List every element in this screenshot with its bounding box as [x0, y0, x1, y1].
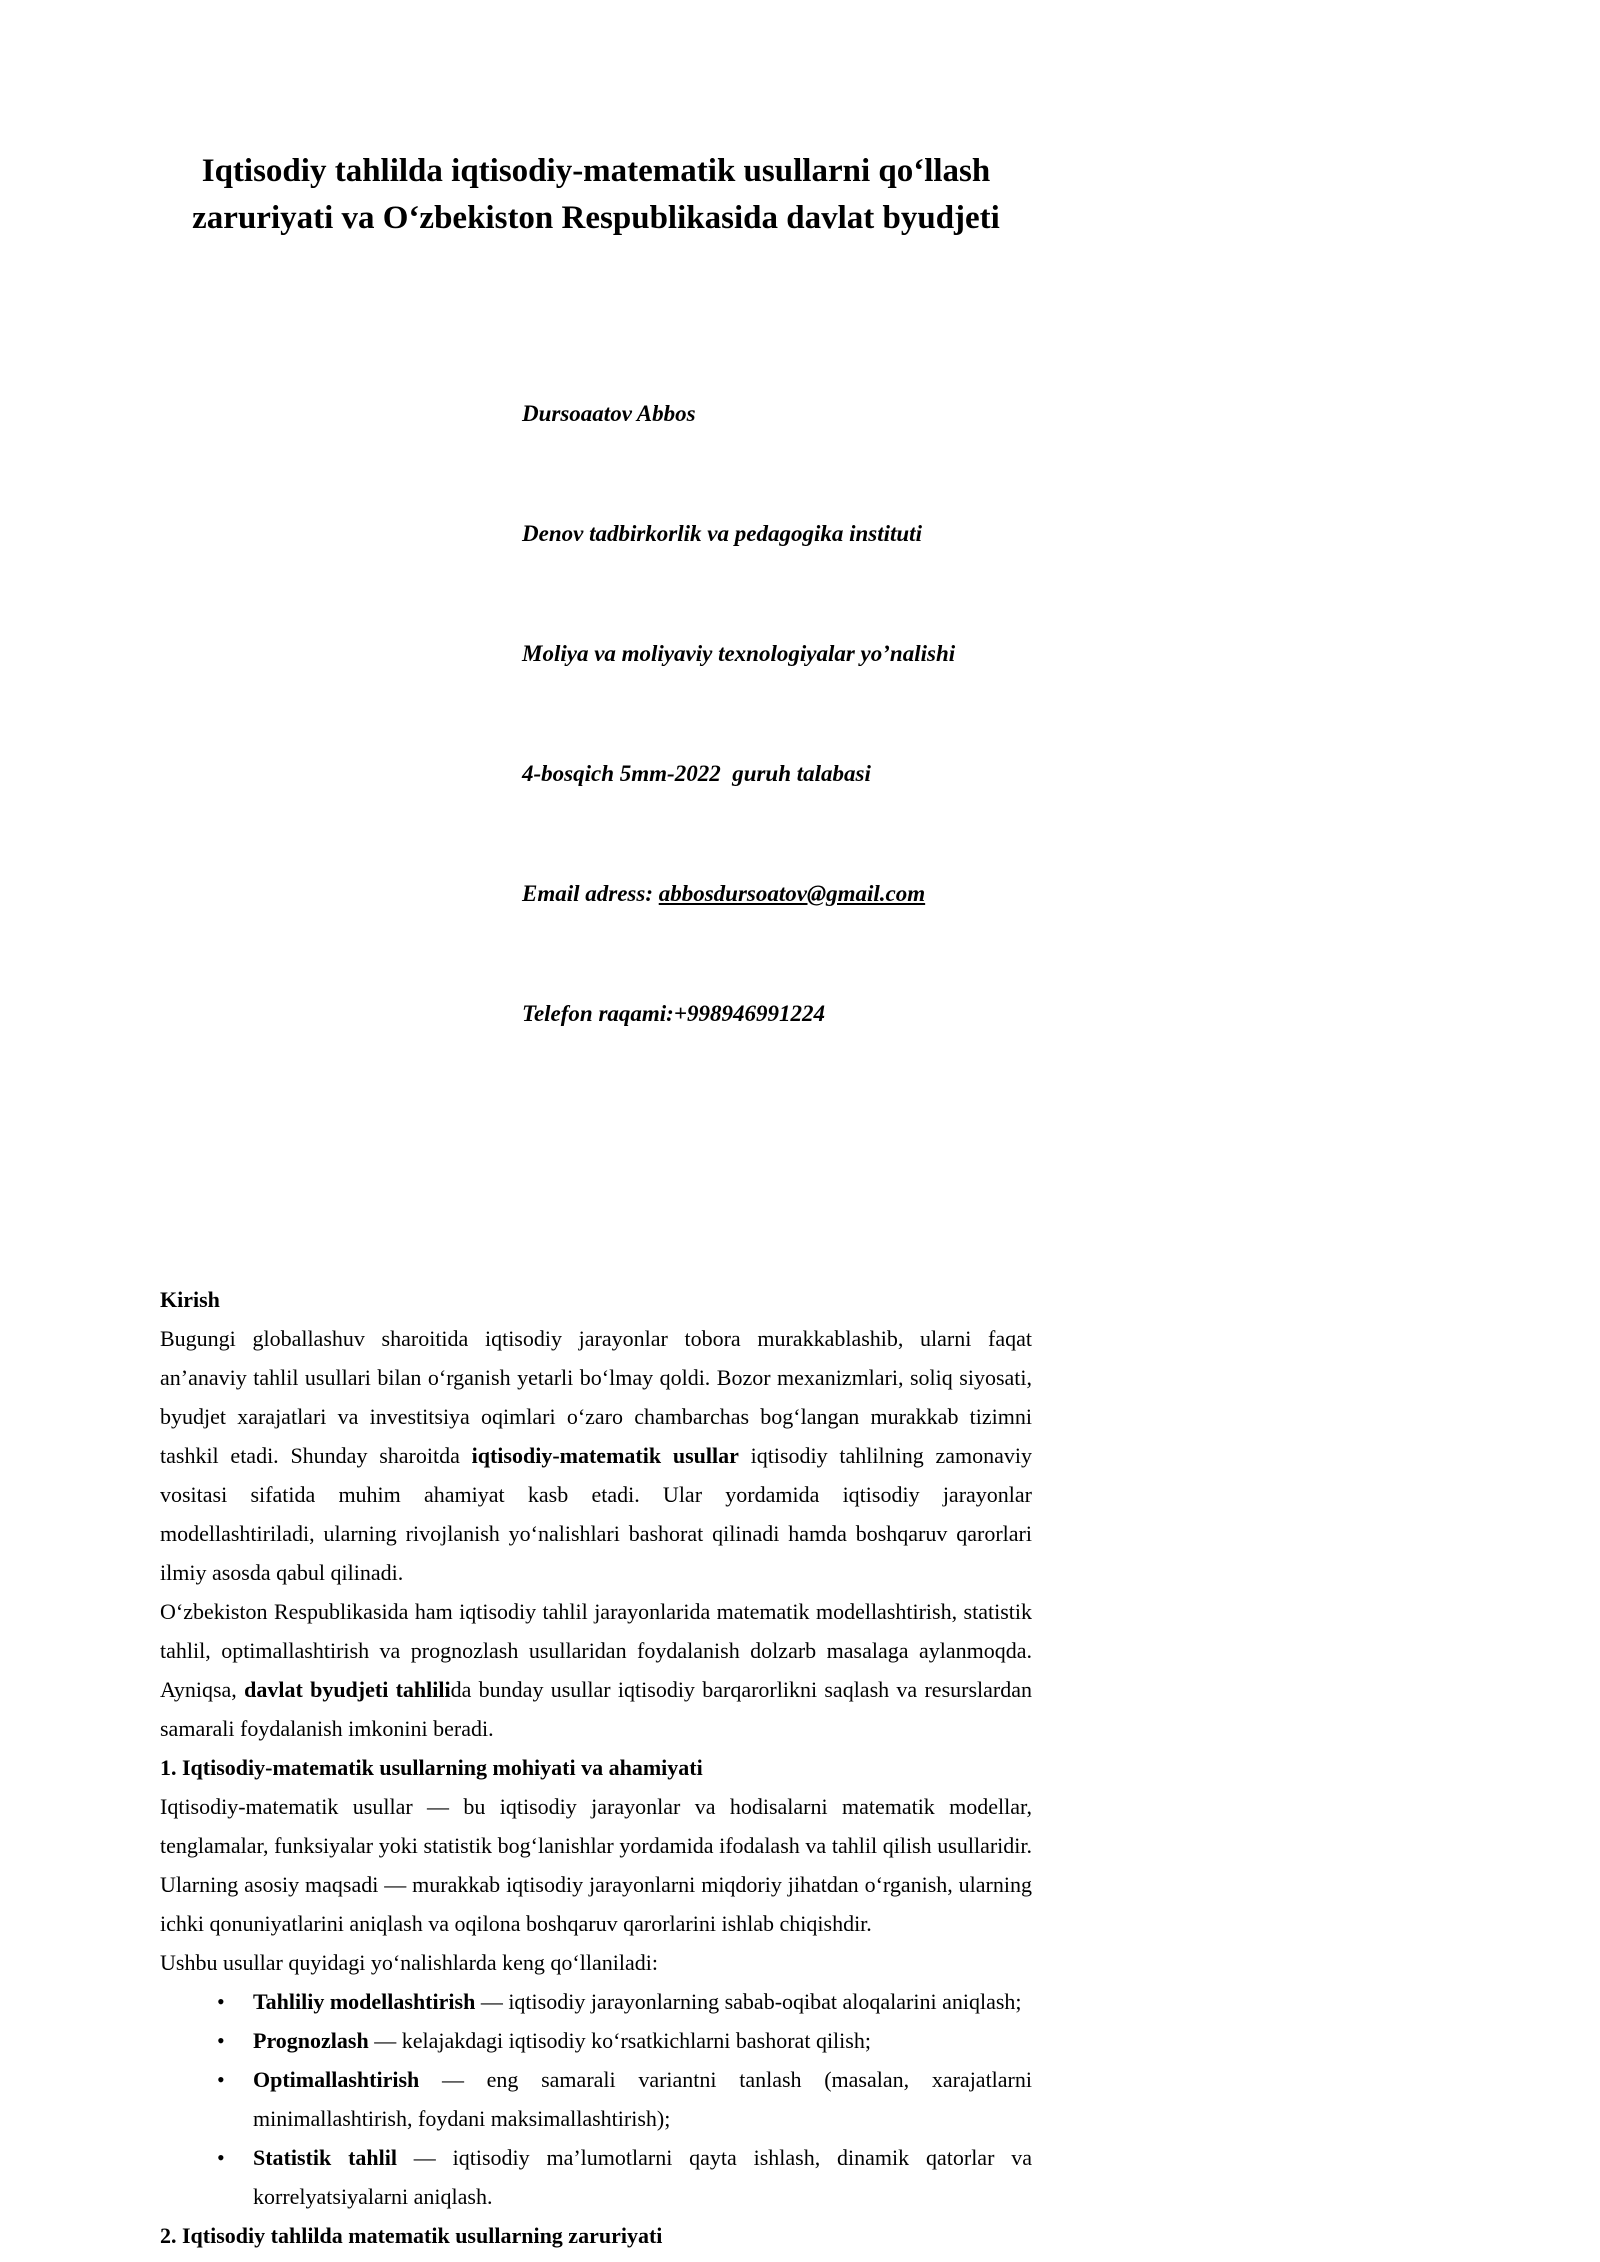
list-item-prognozlash — [160, 2021, 1032, 2060]
text-run: — kelajakdagi iqtisodiy ko‘rsatkichlarni bashorat qilish; — [368, 2027, 871, 2053]
bullet-lead: Tahliliy modellashtirish — [253, 1988, 476, 2014]
email-label: Email adress: — [522, 880, 659, 906]
paragraph-section1-2: Ushbu usullar quyidagi yo‘nalishlarda keng qo‘llaniladi: — [160, 1949, 658, 1975]
text-run: da bunday usullar iqtisodiy barqarorlikni saqlash va resurslardan samarali foydalanish imkonini beradi. — [160, 1676, 1032, 1741]
author-phone: Telefon raqami:+998946991224 — [522, 1000, 825, 1026]
bullet-list — [160, 1982, 1032, 2216]
author-name: Dursoaatov Abbos — [522, 400, 696, 426]
text-run: Bugungi globallashuv sharoitida iqtisodiy jarayonlar tobora murakkablashib, ularni faqat an’anaviy tahlil usullari bilan o‘rganish yetarli bo‘lmay qoldi. Bozor mexanizmlari, soliq siyosati, byudjet xarajatlari va investitsiya oqimlari o‘zaro chambarchas bog‘langan murakkab tizimni tashkil etadi. Shunday sharoitda — [160, 1325, 1032, 1468]
text-run: — iqtisodiy jarayonlarning sabab-oqibat aloqalarini aniqlash; — [475, 1988, 1022, 2014]
text-run: iqtisodiy tahlilning zamonaviy vositasi sifatida muhim ahamiyat kasb etadi. Ular yordamida iqtisodiy jarayonlar modellashtiriladi, ularning rivojlanish yo‘nalishlari bashorat qilinadi hamda boshqaruv qarorlari ilmiy asosda qabul qilinadi. — [160, 1442, 1033, 1585]
bullet-icon: • — [217, 2027, 225, 2053]
bullet-icon: • — [217, 1988, 225, 2014]
list-item-statistik-tahlil — [160, 2138, 1032, 2216]
text-run: — eng samarali variantni tanlash (masalan, xarajatlarni minimallashtirish, foydani maksimallashtirish); — [253, 2066, 1032, 2131]
author-block — [522, 314, 1032, 1114]
paragraph-intro-1 — [160, 1319, 1032, 1592]
bold-phrase: iqtisodiy-matematik usullar — [471, 1442, 739, 1468]
bullet-lead: Statistik tahlil — [253, 2144, 397, 2170]
heading-kirish: Kirish — [160, 1286, 220, 1312]
paragraph-intro-2 — [160, 1592, 1032, 1748]
bullet-icon: • — [217, 2066, 225, 2092]
list-item-optimallashtirish — [160, 2060, 1032, 2138]
document-body — [160, 1280, 1032, 2255]
list-item-tahliliy-modellashtirish — [160, 1982, 1032, 2021]
author-institution: Denov tadbirkorlik va pedagogika instituti — [522, 520, 922, 546]
bullet-lead: Optimallashtirish — [253, 2066, 420, 2092]
bold-phrase: davlat byudjeti tahlili — [244, 1676, 451, 1702]
document-content — [160, 0, 1032, 2255]
heading-section-2: 2. Iqtisodiy tahlilda matematik usullarning zaruriyati — [160, 2222, 663, 2248]
email-address-link[interactable]: abbosdursoatov@gmail.com — [658, 880, 926, 906]
author-email-line — [522, 874, 1032, 914]
document-title: Iqtisodiy tahlilda iqtisodiy-matematik usullarni qo‘llash zaruriyati va O‘zbekiston Respublikasida davlat byudjeti — [192, 153, 1000, 236]
author-group: 4-bosqich 5mm-2022 guruh talabasi — [522, 760, 871, 786]
paragraph-section1-1: Iqtisodiy-matematik usullar — bu iqtisodiy jarayonlar va hodisalarni matematik modellar, tenglamalar, funksiyalar yoki statistik bog‘lanishlar yordamida ifodalash va tahlil qilish usullaridir. Ularning asosiy maqsadi — murakkab iqtisodiy jarayonlarni miqdoriy jihatdan o‘rganish, ularning ichki qonuniyatlarini aniqlash va oqilona boshqaruv qarorlarini ishlab chiqishdir. — [160, 1793, 1032, 1936]
text-run: O‘zbekiston Respublikasida ham iqtisodiy tahlil jarayonlarida matematik modellashtirish, statistik tahlil, optimallashtirish va prognozlash usullaridan foydalanish dolzarb masalaga aylanmoqda. Ayniqsa, — [160, 1598, 1032, 1702]
bullet-lead: Prognozlash — [253, 2027, 369, 2053]
text-run: — iqtisodiy ma’lumotlarni qayta ishlash, dinamik qatorlar va korrelyatsiyalarni aniqlash. — [253, 2144, 1032, 2209]
author-program: Moliya va moliyaviy texnologiyalar yo’nalishi — [522, 640, 956, 666]
bullet-icon: • — [217, 2144, 225, 2170]
heading-section-1: 1. Iqtisodiy-matematik usullarning mohiyati va ahamiyati — [160, 1754, 703, 1780]
